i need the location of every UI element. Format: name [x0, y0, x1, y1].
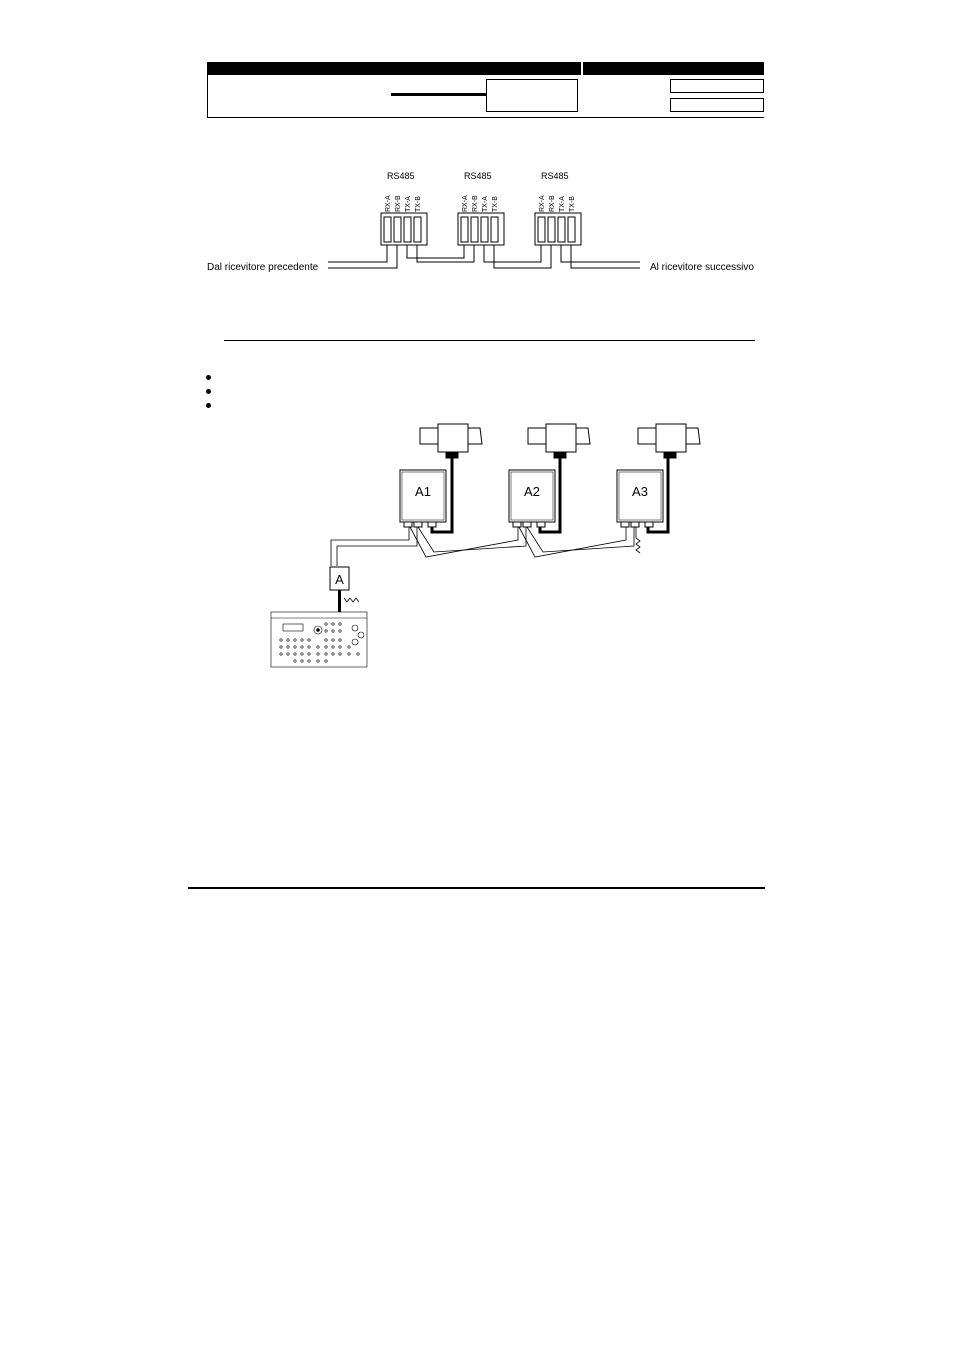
pin-label-rx-b: RX-B [472, 195, 479, 212]
receiver-label: A3 [632, 484, 648, 499]
amplifier-box [330, 567, 359, 612]
receiver-label: A2 [524, 484, 540, 499]
pin-label-rx-b: RX-B [549, 195, 556, 212]
pin-label-tx-a: TX-A [559, 196, 566, 212]
footer-rule [188, 887, 765, 889]
receiver-label: A1 [415, 484, 431, 499]
camera-icon [638, 424, 700, 458]
right-caption: Al ricevitore successivo [650, 262, 754, 273]
pin-label-tx-a: TX-A [405, 196, 412, 212]
receiver-a2 [509, 470, 555, 522]
pin-label-rx-a: RX-A [385, 195, 392, 212]
camera-icon [528, 424, 590, 458]
camera-icon [420, 424, 482, 458]
pin-label-tx-b: TX-B [492, 196, 499, 212]
amplifier-label: A [335, 572, 344, 587]
receiver-a1 [400, 470, 446, 522]
receiver-a3 [617, 470, 663, 522]
pin-label-rx-a: RX-A [539, 195, 546, 212]
port-title: RS485 [387, 171, 415, 181]
left-caption: Dal ricevitore precedente [207, 262, 319, 273]
pin-label-tx-b: TX-B [415, 196, 422, 212]
port-title: RS485 [541, 171, 569, 181]
keyboard-controller-icon [271, 612, 367, 667]
pin-label-tx-b: TX-B [569, 196, 576, 212]
receiver-connectors [404, 522, 653, 527]
pin-label-rx-b: RX-B [395, 195, 402, 212]
rs485-bus [331, 527, 640, 566]
pin-label-tx-a: TX-A [482, 196, 489, 212]
pin-label-rx-a: RX-A [462, 195, 469, 212]
port-title: RS485 [464, 171, 492, 181]
